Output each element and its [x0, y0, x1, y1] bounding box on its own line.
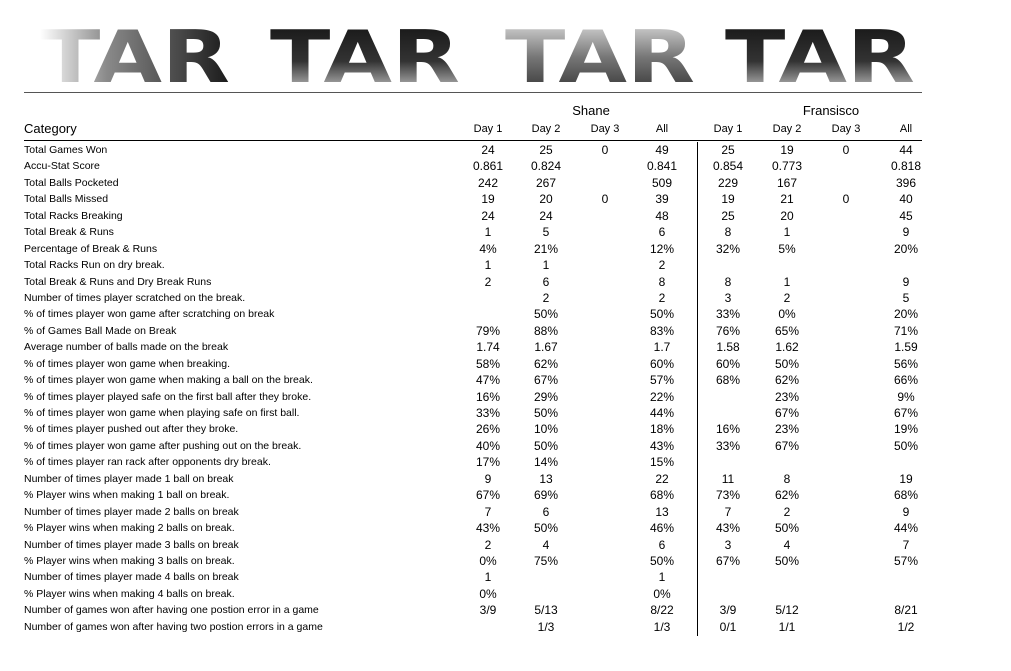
table-cell: 1 [484, 258, 492, 273]
table-row [0, 537, 1011, 553]
table-cell: 50% [533, 438, 559, 453]
table-row [0, 602, 1011, 618]
table-cell: 57% [649, 373, 675, 388]
table-cell: 68% [893, 488, 919, 503]
table-row [0, 569, 1011, 585]
table-cell: 5/13 [534, 603, 558, 618]
table-cell: 50% [533, 307, 559, 322]
table-row [0, 142, 1011, 158]
table-cell: 2 [783, 504, 791, 519]
table-cell: 50% [774, 553, 800, 568]
table-cell: 20% [893, 307, 919, 322]
table-cell: 67% [533, 373, 559, 388]
table-cell: 76% [715, 323, 741, 338]
table-cell: 6 [542, 504, 550, 519]
table-cell: 1 [783, 274, 791, 289]
row-label: % of times player won game after pushing out on the break. [24, 439, 302, 452]
top-divider [24, 92, 922, 93]
table-cell: 32% [715, 241, 741, 256]
table-cell: 67% [893, 406, 919, 420]
logo-text-4: TAR [725, 15, 915, 95]
table-cell: 1.74 [476, 340, 500, 355]
table-cell: 56% [893, 356, 919, 371]
logo-text-1: TAR [40, 15, 230, 95]
table-cell: 5/12 [775, 603, 799, 618]
table-row [0, 158, 1011, 174]
col-header: All [899, 123, 913, 135]
row-label: Percentage of Break & Runs [24, 242, 158, 255]
row-label: % of times player ran rack after opponents dry break. [24, 456, 271, 469]
table-cell: 3/9 [719, 603, 737, 618]
table-cell: 1 [484, 570, 492, 585]
row-label: % of times player won game after scratching on break [24, 308, 275, 321]
row-label: % Player wins when making 1 ball on break. [24, 489, 230, 502]
table-cell: 25 [721, 143, 735, 157]
table-cell: 1.59 [894, 340, 918, 355]
table-row [0, 520, 1011, 536]
table-cell: 44% [893, 521, 919, 536]
table-cell: 45 [899, 208, 913, 223]
table-cell: 44 [899, 143, 913, 157]
logo-text-3: TAR [505, 15, 695, 95]
table-cell: 50% [649, 553, 675, 568]
table-cell: 0 [601, 143, 609, 157]
table-cell: 73% [715, 488, 741, 503]
table-cell: 75% [533, 553, 559, 568]
table-cell: 9 [484, 471, 492, 486]
table-cell: 22 [655, 471, 669, 486]
table-cell: 8 [724, 274, 732, 289]
table-cell: 66% [893, 373, 919, 388]
row-label: % of times player won game when breaking. [24, 357, 231, 370]
table-row [0, 274, 1011, 290]
table-cell: 24 [481, 208, 495, 223]
table-cell: 19 [780, 143, 794, 157]
table-cell: 50% [893, 438, 919, 453]
table-cell: 62% [533, 356, 559, 371]
table-cell: 9% [897, 389, 915, 404]
row-label: Total Racks Breaking [24, 209, 123, 222]
table-cell: 1 [542, 258, 550, 273]
table-cell: 21 [780, 192, 794, 207]
table-cell: 18% [649, 422, 675, 437]
row-label: % of times player won game when making a ball on the break. [24, 374, 313, 387]
table-cell: 17% [475, 455, 501, 470]
player-name-shane: Shane [572, 103, 610, 118]
table-row [0, 191, 1011, 207]
table-cell: 0 [842, 192, 850, 207]
table-cell: 19 [899, 471, 913, 486]
table-cell: 71% [893, 323, 919, 338]
table-cell: 0% [479, 586, 497, 601]
table-cell: 43% [715, 521, 741, 536]
table-cell: 68% [715, 373, 741, 388]
table-cell: 60% [715, 356, 741, 371]
table-cell: 0% [778, 307, 796, 322]
table-cell: 50% [774, 521, 800, 536]
table-cell: 7 [902, 537, 910, 552]
table-cell: 0.854 [712, 159, 744, 174]
table-cell: 229 [717, 175, 739, 190]
table-cell: 1 [658, 570, 666, 585]
table-cell: 2 [658, 290, 666, 305]
table-cell: 1/3 [537, 619, 555, 634]
table-cell: 33% [715, 307, 741, 322]
table-cell: 79% [475, 323, 501, 338]
table-row [0, 421, 1011, 437]
table-cell: 69% [533, 488, 559, 503]
table-cell: 44% [649, 406, 675, 420]
table-row [0, 306, 1011, 322]
table-cell: 8/21 [894, 603, 918, 618]
table-cell: 29% [533, 389, 559, 404]
table-cell: 25 [539, 143, 553, 157]
table-cell: 20 [780, 208, 794, 223]
table-cell: 0.841 [646, 159, 678, 174]
table-cell: 2 [542, 290, 550, 305]
table-cell: 8 [724, 225, 732, 240]
table-row [0, 372, 1011, 388]
logo-text-2: TAR [270, 15, 460, 95]
table-row [0, 405, 1011, 421]
table-cell: 67% [715, 553, 741, 568]
row-label: Number of games won after having one postion error in a game [24, 604, 319, 617]
table-row [0, 553, 1011, 569]
table-cell: 5 [902, 290, 910, 305]
table-cell: 8 [658, 274, 666, 289]
col-header: Day 3 [831, 123, 861, 135]
table-cell: 43% [649, 438, 675, 453]
row-label: Number of times player made 2 balls on break [24, 505, 239, 518]
table-row [0, 438, 1011, 454]
col-header: Day 1 [473, 123, 503, 135]
row-label: Number of times player scratched on the break. [24, 291, 246, 304]
table-cell: 20 [539, 192, 553, 207]
table-header [0, 121, 1011, 139]
col-header: All [655, 123, 669, 135]
col-header: Day 2 [531, 123, 561, 135]
table-cell: 50% [774, 356, 800, 371]
row-label: % of times player pushed out after they broke. [24, 423, 239, 436]
table-cell: 15% [649, 455, 675, 470]
table-cell: 12% [649, 241, 675, 256]
table-cell: 13 [539, 471, 553, 486]
table-row [0, 454, 1011, 470]
row-label: % Player wins when making 3 balls on break. [24, 554, 235, 567]
table-cell: 0/1 [719, 619, 737, 634]
table-cell: 6 [658, 225, 666, 240]
table-cell: 65% [774, 323, 800, 338]
row-label: % Player wins when making 4 balls on break. [24, 587, 235, 600]
row-label: % Player wins when making 2 balls on break. [24, 522, 235, 535]
row-label: % of times player played safe on the first ball after they broke. [24, 390, 312, 403]
table-row [0, 339, 1011, 355]
table-cell: 50% [533, 406, 559, 420]
table-cell: 0% [653, 586, 671, 601]
table-cell: 67% [475, 488, 501, 503]
table-cell: 396 [895, 175, 917, 190]
category-header: Category [24, 121, 77, 136]
table-cell: 9 [902, 504, 910, 519]
table-cell: 4% [479, 241, 497, 256]
table-cell: 5 [542, 225, 550, 240]
table-cell: 0 [601, 192, 609, 207]
table-cell: 33% [475, 406, 501, 420]
table-cell: 3 [724, 290, 732, 305]
table-cell: 2 [484, 537, 492, 552]
table-cell: 3 [724, 537, 732, 552]
table-cell: 9 [902, 225, 910, 240]
col-header: Day 1 [713, 123, 743, 135]
tar-logo-banner [0, 0, 1011, 95]
col-header: Day 3 [590, 123, 620, 135]
table-cell: 0% [479, 553, 497, 568]
table-cell: 1/3 [653, 619, 671, 634]
table-cell: 509 [651, 175, 673, 190]
table-row [0, 257, 1011, 273]
tar-logo-graphic [0, 0, 1011, 95]
table-cell: 1.62 [775, 340, 799, 355]
table-cell: 48 [655, 208, 669, 223]
table-row [0, 290, 1011, 306]
table-row [0, 471, 1011, 487]
table-cell: 0.824 [530, 159, 562, 174]
row-label: Total Games Won [24, 144, 108, 156]
table-cell: 6 [658, 537, 666, 552]
table-cell: 13 [655, 504, 669, 519]
table-cell: 26% [475, 422, 501, 437]
row-label: Number of times player made 4 balls on break [24, 571, 239, 584]
table-cell: 16% [715, 422, 741, 437]
table-cell: 20% [893, 241, 919, 256]
table-cell: 11 [721, 471, 735, 486]
table-cell: 7 [484, 504, 492, 519]
table-cell: 9 [902, 274, 910, 289]
table-cell: 58% [475, 356, 501, 371]
table-cell: 62% [774, 488, 800, 503]
table-cell: 21% [533, 241, 559, 256]
table-cell: 1.7 [653, 340, 671, 355]
table-cell: 1.58 [716, 340, 740, 355]
table-cell: 14% [533, 455, 559, 470]
table-cell: 39 [655, 192, 669, 207]
table-cell: 2 [658, 258, 666, 273]
table-cell: 2 [484, 274, 492, 289]
table-cell: 10% [533, 422, 559, 437]
table-cell: 46% [649, 521, 675, 536]
table-cell: 4 [783, 537, 791, 552]
table-cell: 62% [774, 373, 800, 388]
table-cell: 1.67 [534, 340, 558, 355]
table-cell: 40% [475, 438, 501, 453]
row-label: Total Racks Run on dry break. [24, 259, 165, 272]
table-row [0, 241, 1011, 257]
table-cell: 8 [783, 471, 791, 486]
table-cell: 1/2 [897, 619, 915, 634]
col-header: Day 2 [772, 123, 802, 135]
row-label: Total Balls Pocketed [24, 176, 119, 189]
table-cell: 7 [724, 504, 732, 519]
stats-table-body [0, 142, 1011, 635]
row-label: Average number of balls made on the break [24, 341, 229, 354]
table-row [0, 224, 1011, 240]
row-label: % of Games Ball Made on Break [24, 324, 177, 337]
row-label: Number of games won after having two postion errors in a game [24, 620, 323, 633]
table-cell: 167 [776, 175, 798, 190]
table-row [0, 356, 1011, 372]
table-cell: 23% [774, 422, 800, 437]
table-cell: 24 [481, 143, 495, 157]
table-cell: 50% [649, 307, 675, 322]
table-cell: 267 [535, 175, 557, 190]
table-cell: 4 [542, 537, 550, 552]
row-label: Accu-Stat Score [24, 160, 100, 173]
table-cell: 0 [842, 143, 850, 157]
table-cell: 8/22 [650, 603, 674, 618]
table-cell: 60% [649, 356, 675, 371]
player-name-fransisco: Fransisco [802, 103, 860, 118]
table-cell: 0.818 [890, 159, 922, 174]
table-cell: 22% [649, 389, 675, 404]
table-cell: 33% [715, 438, 741, 453]
row-label: Total Break & Runs [24, 226, 114, 239]
table-cell: 68% [649, 488, 675, 503]
table-row [0, 586, 1011, 602]
table-row [0, 208, 1011, 224]
table-cell: 49 [655, 143, 669, 157]
row-label: Number of times player made 3 balls on break [24, 538, 239, 551]
table-cell: 23% [774, 389, 800, 404]
table-cell: 67% [774, 438, 800, 453]
table-cell: 1 [783, 225, 791, 240]
table-cell: 19 [481, 192, 495, 207]
table-cell: 83% [649, 323, 675, 338]
table-cell: 0.773 [771, 159, 803, 174]
table-row [0, 504, 1011, 520]
table-cell: 19% [893, 422, 919, 437]
table-cell: 40 [899, 192, 913, 207]
table-cell: 88% [533, 323, 559, 338]
table-cell: 50% [533, 521, 559, 536]
table-cell: 6 [542, 274, 550, 289]
table-cell: 5% [778, 241, 796, 256]
table-row [0, 389, 1011, 405]
table-cell: 19 [721, 192, 735, 207]
table-cell: 24 [539, 208, 553, 223]
table-cell: 57% [893, 553, 919, 568]
table-cell: 47% [475, 373, 501, 388]
row-label: % of times player won game when playing safe on first ball. [24, 407, 300, 419]
table-row [0, 619, 1011, 635]
table-cell: 43% [475, 521, 501, 536]
table-row [0, 487, 1011, 503]
table-cell: 67% [774, 406, 800, 420]
table-cell: 1/1 [778, 619, 796, 634]
table-cell: 2 [783, 290, 791, 305]
row-label: Number of times player made 1 ball on break [24, 472, 234, 485]
row-label: Total Break & Runs and Dry Break Runs [24, 275, 212, 288]
table-row [0, 175, 1011, 191]
player-names [0, 103, 1011, 119]
table-cell: 242 [477, 175, 499, 190]
table-cell: 1 [484, 225, 492, 240]
table-cell: 16% [475, 389, 501, 404]
player-column-divider [697, 142, 698, 636]
header-divider [24, 140, 922, 141]
table-cell: 25 [721, 208, 735, 223]
row-label: Total Balls Missed [24, 193, 109, 206]
table-row [0, 323, 1011, 339]
table-cell: 0.861 [472, 159, 504, 174]
table-cell: 3/9 [479, 603, 497, 618]
